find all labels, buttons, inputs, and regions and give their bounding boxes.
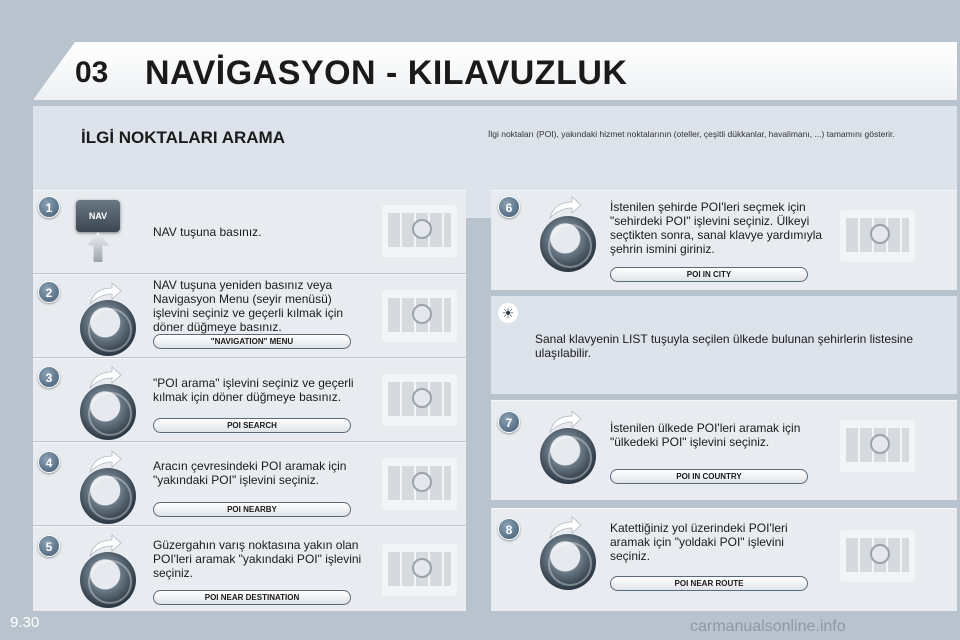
page-number: 9.30 <box>10 614 40 631</box>
radio-panel-icon <box>382 458 457 510</box>
rotary-knob-icon <box>80 384 136 440</box>
rotary-knob-icon <box>540 216 596 272</box>
radio-panel-icon <box>840 210 915 262</box>
step-label-3: POI SEARCH <box>153 418 351 433</box>
sun-tip-icon: ☀ <box>498 303 518 323</box>
rotary-knob-icon <box>540 534 596 590</box>
step-label-7: POI IN COUNTRY <box>610 469 808 484</box>
step-text-5: Güzergahın varış noktasına yakın olan POI'leri aramak "yakındaki POI" işlevini seçiniz. <box>153 538 362 580</box>
step-number-4: 4 <box>38 451 60 473</box>
step-text-1: NAV tuşuna basınız. <box>153 225 262 239</box>
step-text-3: "POI arama" işlevini seçiniz ve geçerli kılmak için döner düğmeye basınız. <box>153 376 354 404</box>
section-subtitle: İLGİ NOKTALARI ARAMA <box>81 128 285 147</box>
step-label-2: "NAVIGATION" MENU <box>153 334 351 349</box>
step-label-6: POI IN CITY <box>610 267 808 282</box>
nav-button-icon: NAV <box>76 200 120 232</box>
step-number-1: 1 <box>38 196 60 218</box>
radio-panel-icon <box>840 530 915 582</box>
site-watermark: carmanualsonline.info <box>690 618 846 635</box>
step-number-7: 7 <box>498 411 520 433</box>
rotary-knob-icon <box>540 428 596 484</box>
step-text-7: İstenilen ülkede POI'leri aramak için "ülkedeki POI" işlevini seçiniz. <box>610 421 801 449</box>
step-number-8: 8 <box>498 518 520 540</box>
radio-panel-icon <box>840 420 915 472</box>
rotary-knob-icon <box>80 300 136 356</box>
step-number-3: 3 <box>38 366 60 388</box>
intro-text: İlgi noktaları (POI), yakındaki hizmet noktalarının (oteller, çeşitli dükkanlar, havalimanı, ...) tamamını gösterir. <box>488 129 895 139</box>
radio-panel-icon <box>382 205 457 257</box>
step-text-8: Katettiğiniz yol üzerindeki POI'leri aramak için "yoldaki POI" işlevini seçiniz. <box>610 521 788 563</box>
step-number-6: 6 <box>498 196 520 218</box>
step-label-8: POI NEAR ROUTE <box>610 576 808 591</box>
page-title: NAVİGASYON - KILAVUZLUK <box>145 54 628 92</box>
rotary-knob-icon <box>80 468 136 524</box>
radio-panel-icon <box>382 290 457 342</box>
step-text-6: İstenilen şehirde POI'leri seçmek için "sehirdeki POI" işlevini seçiniz. Ülkeyi seçtikten sonra, sanal klavye yardımıyla şehrin ismini giriniz. <box>610 200 823 256</box>
radio-panel-icon <box>382 374 457 426</box>
tip-text: Sanal klavyenin LIST tuşuyla seçilen ülkede bulunan şehirlerin listesine ulaşılabilir. <box>535 332 913 360</box>
step-text-4: Aracın çevresindeki POI aramak için "yakındaki POI" işlevini seçiniz. <box>153 459 347 487</box>
chapter-number: 03 <box>75 56 109 89</box>
step-text-2: NAV tuşuna yeniden basınız veya Navigasyon Menu (seyir menüsü) işlevini seçiniz ve geçerli kılmak için döner düğmeye basınız. <box>153 278 344 334</box>
rotary-knob-icon <box>80 552 136 608</box>
step-number-2: 2 <box>38 281 60 303</box>
step-label-4: POI NEARBY <box>153 502 351 517</box>
step-number-5: 5 <box>38 535 60 557</box>
radio-panel-icon <box>382 544 457 596</box>
step-label-5: POI NEAR DESTINATION <box>153 590 351 605</box>
